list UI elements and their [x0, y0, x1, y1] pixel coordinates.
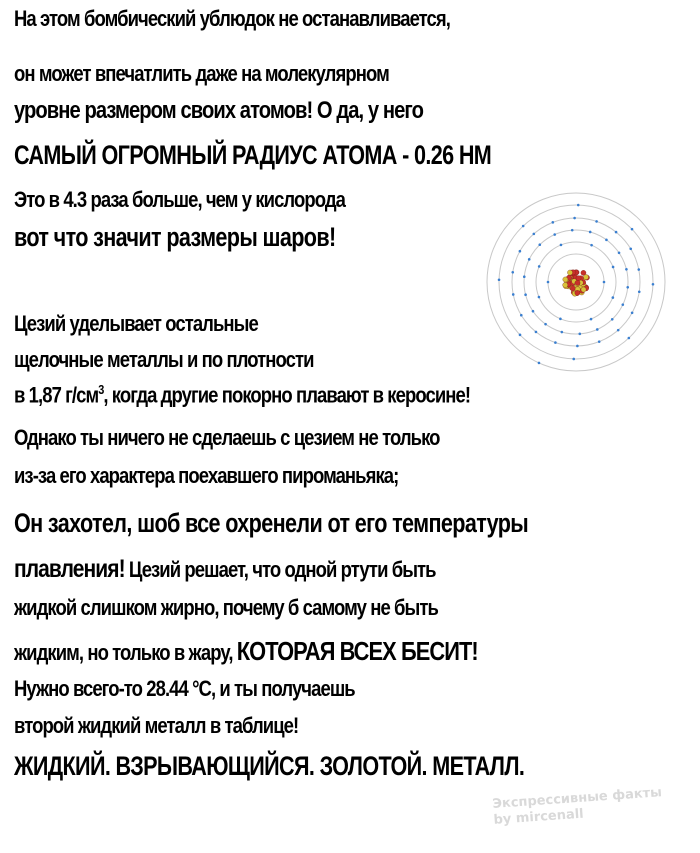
electron-dot [603, 281, 606, 284]
electron-dot [561, 331, 564, 334]
proton-particle [576, 276, 581, 281]
proton-particle [575, 280, 580, 285]
electron-dot [523, 275, 526, 278]
electron-dot [533, 233, 536, 236]
text-line-2: он может впечатлить даже на молекулярном [14, 61, 389, 86]
electron-dot [560, 244, 563, 247]
neutron-particle [567, 270, 572, 275]
electron-dot [625, 268, 628, 271]
electron-dot [535, 331, 538, 334]
electron-dot [629, 248, 632, 251]
electron-dot [538, 265, 541, 268]
electron-dot [631, 228, 634, 231]
electron-dot [577, 204, 580, 207]
electron-dot [538, 243, 541, 246]
electron-dot [538, 362, 541, 365]
electron-dot [611, 318, 614, 321]
text-line-9 [14, 383, 470, 406]
electron-dot [626, 286, 629, 289]
electron-dot [628, 337, 631, 340]
text-line-14: жидкой слишком жирно, почему б самому не быть [14, 595, 438, 620]
electron-dot [590, 244, 593, 247]
electron-dot [522, 225, 525, 228]
electron-dot [512, 293, 515, 296]
electron-dot [598, 340, 601, 343]
watermark-title: Экспрессивные факты [492, 785, 663, 812]
electron-dot [532, 310, 535, 313]
electron-dot [631, 311, 634, 314]
electron-dot [559, 318, 562, 321]
electron-dot [511, 271, 514, 274]
text-line-1: На этом бомбический ублюдок не останавливается, [14, 6, 450, 31]
watermark-author: by mircenall [493, 806, 585, 828]
electron-dot [498, 278, 501, 281]
electron-dot [576, 345, 579, 348]
nucleus [563, 270, 590, 297]
text-line-4: САМЫЙ ОГРОМНЫЙ РАДИУС АТОМА - 0.26 НМ [14, 140, 492, 170]
electron-dot [595, 220, 598, 223]
electron-dot [615, 231, 618, 234]
electron-dot [524, 293, 527, 296]
neutron-particle [583, 274, 588, 279]
melting-rest: Цезий решает, что одной ртути быть [124, 557, 436, 582]
text-line-5: Это в 4.3 раза больше, чем у кислорода [14, 187, 346, 212]
text-line-10: Однако ты ничего не сделаешь с цезием не только [14, 425, 440, 450]
density-superscript: 3 [98, 382, 104, 397]
caesium-atom-model-icon [484, 190, 668, 374]
text-line-16: Нужно всего-то 28.44 °С, и ты получаешь [14, 676, 355, 701]
electron-dot [605, 239, 608, 242]
electron-dot [612, 266, 615, 269]
melting-word: плавления! [14, 555, 125, 583]
electron-dot [617, 329, 620, 332]
electron-dot [589, 231, 592, 234]
density-text: в 1,87 г/см [14, 382, 99, 408]
electron-dot [612, 296, 615, 299]
electron-dot [552, 221, 555, 224]
neutron-particle [581, 287, 586, 292]
neutron-particle [563, 277, 568, 282]
electron-dot [618, 252, 621, 255]
text-line-7: Цезий уделывает остальные [14, 311, 258, 336]
electron-dot [590, 318, 593, 321]
electron-dot [622, 303, 625, 306]
text-line-3: уровне размером своих атомов! О да, у него [14, 97, 423, 124]
proton-particle [575, 290, 580, 295]
text-line-17: второй жидкий металл в таблице! [14, 713, 299, 738]
text-line-13 [14, 557, 436, 582]
electron-dot [528, 258, 531, 261]
electron-dot [544, 323, 547, 326]
watermark [492, 785, 664, 829]
text-line-8: щелочные металлы и по плотности [14, 347, 314, 372]
electron-dot [596, 328, 599, 331]
neutron-particle [563, 282, 568, 287]
electron-dot [637, 268, 640, 271]
density-rest: , когда другие покорно плавают в керосине! [103, 382, 471, 408]
electron-dot [554, 341, 557, 344]
electron-dot [573, 217, 576, 220]
electron-dot [553, 233, 556, 236]
electron-dot [638, 290, 641, 293]
electron-dot [520, 314, 523, 317]
proton-particle [570, 286, 575, 291]
text-line-6: вот что значит размеры шаров! [14, 222, 336, 252]
electron-dot [519, 250, 522, 253]
electron-dot [578, 333, 581, 336]
text-line-15 [14, 638, 478, 664]
electron-dot [547, 281, 550, 284]
text-line-12: Он захотел, шоб все охренели от его температуры [14, 508, 529, 538]
text-line-18: ЖИДКИЙ. ВЗРЫВАЮЩИЙСЯ. ЗОЛОТОЙ. МЕТАЛЛ. [14, 751, 525, 781]
electron-dot [519, 334, 522, 337]
electron-dot [538, 296, 541, 299]
text-line-11: из-за его характера поехавшего пироманьяка; [14, 463, 399, 488]
electron-dot [652, 283, 655, 286]
warm-text: жидким, но только в жару, [14, 640, 237, 665]
electron-dot [571, 229, 574, 232]
annoying-heat-text: КОТОРАЯ ВСЕХ БЕСИТ! [236, 636, 478, 666]
electron-dot [572, 358, 575, 361]
